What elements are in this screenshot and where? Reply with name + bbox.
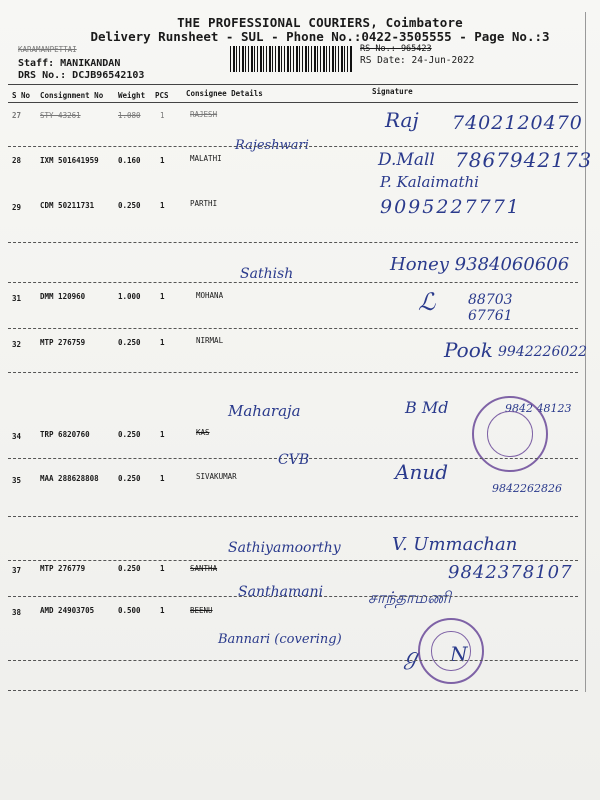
row-30-phone: Honey 9384060606 <box>390 254 570 275</box>
row-29-weight: 0.250 <box>118 201 141 210</box>
row-35-pcs: 1 <box>160 474 165 483</box>
row-28-signature: D.Mall <box>378 150 435 170</box>
staff-name: Staff: MANIKANDAN <box>18 58 121 69</box>
row-34-weight: 0.250 <box>118 430 141 439</box>
row-31-sno: 31 <box>12 294 22 303</box>
row-34-consignee: KAS <box>196 428 210 437</box>
delivery-stamp <box>472 396 548 472</box>
drs-number: DRS No.: DCJB96542103 <box>18 70 145 81</box>
row-37-phone: 9842378107 <box>448 562 573 583</box>
row-35-phone: 9842262826 <box>492 482 562 495</box>
row-34-handwritten-name: Maharaja <box>228 402 301 420</box>
row-37-consignee: SANTHA <box>190 564 218 573</box>
row-38-signature: ℊ <box>400 645 423 670</box>
row-27-consignee: RAJESH <box>190 110 218 119</box>
row-31-pcs: 1 <box>160 292 165 301</box>
row-34-signature: B Md <box>405 398 449 417</box>
row-29-handwritten-name: P. Kalaimathi <box>380 173 479 191</box>
row-31-weight: 1.000 <box>118 292 141 301</box>
row-37-pcs: 1 <box>160 564 165 573</box>
row-35-consignee: SIVAKUMAR <box>196 472 237 481</box>
row-divider <box>8 660 578 661</box>
col-pcs: PCS <box>155 91 169 100</box>
row-31-consignment: DMM 120960 <box>40 292 86 301</box>
row-divider <box>8 282 578 283</box>
col-signature: Signature <box>372 87 413 96</box>
area-name-struck: KARAMANPETTAI <box>18 45 77 54</box>
row-37-handwritten-name: Santhamani <box>238 584 324 600</box>
row-28-consignment: IXM 501641959 <box>40 156 99 165</box>
row-divider <box>8 146 578 147</box>
row-27-weight: 1.080 <box>118 111 141 120</box>
rs-number: RS No.: 965423 <box>360 44 432 54</box>
col-sno: S No <box>12 91 31 100</box>
row-29-pcs: 1 <box>160 201 165 210</box>
row-29-sno: 29 <box>12 203 22 212</box>
row-32-pcs: 1 <box>160 338 165 347</box>
barcode <box>230 46 352 72</box>
row-27-pcs: 1 <box>160 111 165 120</box>
row-32-phone: 9942226022 <box>498 344 588 360</box>
row-29-consignee: PARTHI <box>190 199 218 208</box>
row-38-handwritten-name: Bannari (covering) <box>218 632 342 647</box>
col-consignment: Consignment No <box>40 91 104 100</box>
row-32-signature: Pook <box>444 338 493 362</box>
header-divider <box>8 84 578 85</box>
row-35-weight: 0.250 <box>118 474 141 483</box>
company-title: THE PROFESSIONAL COURIERS, Coimbatore <box>177 15 463 30</box>
row-divider <box>8 560 578 561</box>
row-divider <box>8 328 578 329</box>
row-divider <box>8 596 578 597</box>
row-37-sno: 37 <box>12 566 22 575</box>
row-divider <box>8 516 578 517</box>
row-28-pcs: 1 <box>160 156 165 165</box>
row-27-handwritten-name: Rajeshwari <box>235 138 309 153</box>
row-32-sno: 32 <box>12 340 22 349</box>
row-29-phone: 9095227771 <box>380 196 521 218</box>
row-35-signature: Anud <box>395 460 449 484</box>
row-38-pcs: 1 <box>160 606 165 615</box>
row-32-consignment: MTP 276759 <box>40 338 86 347</box>
row-32-weight: 0.250 <box>118 338 141 347</box>
row-31-signature-scribble: ℒ <box>418 288 436 316</box>
row-38-signature-second: N <box>450 642 468 666</box>
row-29-consignment: CDM 50211731 <box>40 201 95 210</box>
row-32-consignee: NIRMAL <box>196 336 224 345</box>
col-weight: Weight <box>118 91 146 100</box>
row-36-handwritten-name: Sathiyamoorthy <box>228 540 341 556</box>
row-38-consignment: AMD 24903705 <box>40 606 95 615</box>
row-divider <box>8 242 578 243</box>
row-38-sno: 38 <box>12 608 22 617</box>
row-divider <box>8 690 578 691</box>
row-34-sno: 34 <box>12 432 22 441</box>
row-28-weight: 0.160 <box>118 156 141 165</box>
row-37-weight: 0.250 <box>118 564 141 573</box>
col-consignee: Consignee Details <box>186 89 263 98</box>
row-38-weight: 0.500 <box>118 606 141 615</box>
row-27-phone: 7402120470 <box>452 112 583 134</box>
row-37-signature: சாந்தாமணி <box>368 588 451 607</box>
row-28-sno: 28 <box>12 156 22 165</box>
column-header-divider <box>8 102 578 103</box>
row-34-consignment: TRP 6820760 <box>40 430 90 439</box>
row-34-phone: 9842 48123 <box>505 402 572 415</box>
row-36-signature: V. Ummachan <box>392 534 518 555</box>
row-31-consignee: MOHANA <box>196 291 224 300</box>
row-27-consignment: STY 43261 <box>40 111 81 120</box>
rs-date: RS Date: 24-Jun-2022 <box>360 55 475 66</box>
row-30-handwritten-name: Sathish <box>240 266 294 282</box>
row-27-sno: 27 <box>12 111 22 120</box>
delivery-stamp <box>418 618 484 684</box>
runsheet-subtitle: Delivery Runsheet - SUL - Phone No.:0422-3505555 - Page No.:3 <box>90 29 550 44</box>
row-37-consignment: MTP 276779 <box>40 564 86 573</box>
row-35-sno: 35 <box>12 476 22 485</box>
row-divider <box>8 372 578 373</box>
row-28-consignee: MALATHI <box>190 154 222 163</box>
row-38-consignee: BEENU <box>190 606 213 615</box>
row-34-pcs: 1 <box>160 430 165 439</box>
row-35-consignment: MAA 288628808 <box>40 474 99 483</box>
row-31-phone: 88703 67761 <box>468 292 513 324</box>
row-27-signature: Raj <box>385 108 419 132</box>
row-28-phone: 7867942173 <box>455 148 593 172</box>
row-35-handwritten-name: CVB <box>278 452 310 468</box>
